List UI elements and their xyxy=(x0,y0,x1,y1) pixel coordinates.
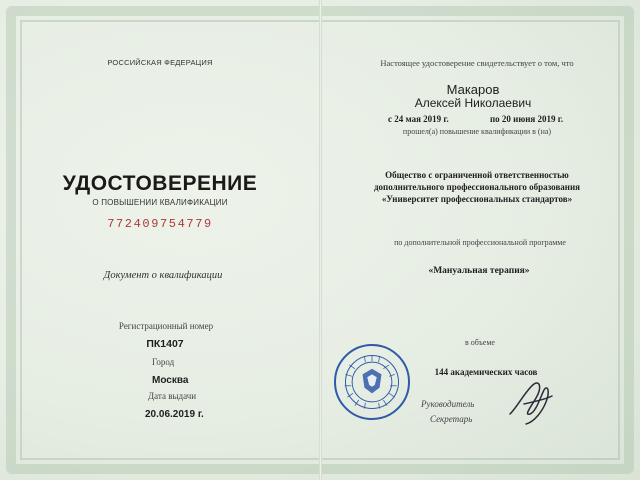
program-label: по дополнительной профессиональной программе xyxy=(394,238,566,247)
registration-number: ПК1407 xyxy=(146,338,184,350)
period-start: с 24 мая 2019 г. xyxy=(388,114,449,124)
organization-line-1: Общество с ограниченной ответственностью xyxy=(385,170,569,180)
holder-name: Алексей Николаевич xyxy=(414,96,532,110)
country-heading: РОССИЙСКАЯ ФЕДЕРАЦИЯ xyxy=(107,58,213,67)
holder-surname: Макаров xyxy=(446,82,500,97)
registration-label: Регистрационный номер xyxy=(118,321,214,331)
intro-text: Настоящее удостоверение свидетельствует о том, что xyxy=(380,58,574,68)
head-label: Руководитель xyxy=(421,399,475,409)
hours-value: 144 академических часов xyxy=(434,367,538,377)
period-end: по 20 июня 2019 г. xyxy=(490,114,564,124)
volume-label: в объеме xyxy=(465,338,495,347)
certificate-title: УДОСТОВЕРЕНИЕ xyxy=(62,172,258,195)
organization-line-2: дополнительного профессионального образования xyxy=(373,182,581,192)
issue-date-value: 20.06.2019 г. xyxy=(145,409,204,420)
city-label: Город xyxy=(152,357,175,367)
organization-stamp xyxy=(334,344,410,420)
serial-number: 772409754779 xyxy=(107,217,213,231)
certificate-subtitle: О ПОВЫШЕНИИ КВАЛИФИКАЦИИ xyxy=(92,198,228,207)
document-type: Документ о квалификации xyxy=(103,270,223,281)
city-value: Москва xyxy=(152,375,189,386)
passed-text: прошел(а) повышение квалификации в (на) xyxy=(402,127,552,136)
signature xyxy=(504,376,556,428)
secretary-label: Секретарь xyxy=(430,414,473,424)
issue-date-label: Дата выдачи xyxy=(148,391,197,401)
program-name: «Мануальная терапия» xyxy=(428,266,530,276)
organization-line-3: «Университет профессиональных стандартов» xyxy=(381,194,573,204)
